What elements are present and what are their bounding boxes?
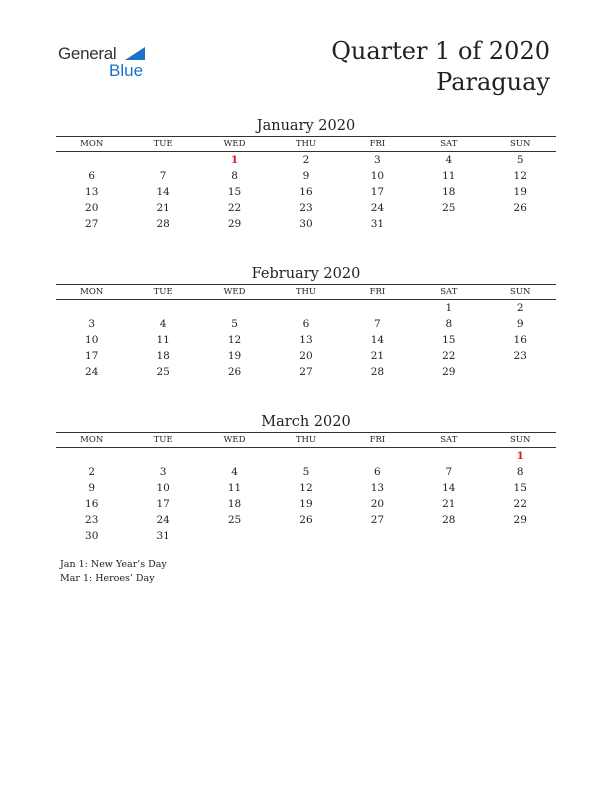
- day-cell: 21: [442, 498, 456, 510]
- day-cell: [199, 528, 270, 544]
- day-cell: [127, 300, 198, 316]
- week-row: [56, 480, 556, 496]
- day-cell: [56, 300, 127, 316]
- day-cell: 13: [370, 482, 385, 494]
- day-cell: 20: [85, 202, 99, 214]
- day-cell: 16: [299, 186, 313, 198]
- day-cell: 2: [88, 466, 96, 478]
- day-cell: 26: [513, 202, 527, 214]
- day-cell: [342, 528, 413, 544]
- weekday-label: SUN: [510, 287, 531, 297]
- day-cell: 1: [445, 302, 453, 314]
- day-cell: 29: [442, 366, 456, 378]
- day-cell: 16: [85, 498, 99, 510]
- day-cell: 14: [370, 334, 385, 346]
- day-cell: 3: [88, 318, 96, 330]
- day-cell: 28: [370, 366, 385, 378]
- weekday-label: SAT: [440, 139, 458, 149]
- week-row: [56, 464, 556, 480]
- day-cell: 27: [370, 514, 385, 526]
- day-cell: 25: [156, 366, 170, 378]
- week-row: [56, 200, 556, 216]
- weekday-label: WED: [223, 287, 246, 297]
- day-cell: 6: [374, 466, 381, 478]
- day-cell: 12: [513, 170, 527, 182]
- day-cell: [270, 300, 341, 316]
- week-row: [56, 512, 556, 528]
- day-cell: 20: [299, 350, 313, 362]
- day-cell: 22: [513, 498, 527, 510]
- week-row: [56, 184, 556, 200]
- day-cell: 15: [227, 186, 242, 198]
- week-row: [56, 216, 556, 232]
- day-cell: 29: [513, 514, 527, 526]
- weekday-header: [56, 432, 556, 448]
- day-cell: 21: [370, 350, 385, 362]
- holiday-note: Jan 1: New Year’s Day: [60, 559, 167, 570]
- day-cell: [413, 216, 484, 232]
- day-cell: 10: [156, 482, 170, 494]
- day-cell: 21: [156, 202, 170, 214]
- day-cell: 30: [85, 530, 99, 542]
- day-cell: [270, 528, 341, 544]
- day-cell: 24: [156, 514, 170, 526]
- day-cell: 5: [516, 154, 524, 166]
- week-row: [56, 364, 556, 380]
- day-cell: 10: [370, 170, 385, 182]
- day-cell: 20: [370, 498, 385, 510]
- week-row: [56, 300, 556, 316]
- week-row: [56, 316, 556, 332]
- day-cell: 22: [442, 350, 456, 362]
- day-cell: [127, 448, 198, 464]
- day-cell: 31: [156, 530, 170, 542]
- day-cell: [485, 528, 556, 544]
- day-cell: 11: [156, 334, 170, 346]
- weekday-label: SAT: [440, 435, 458, 445]
- day-cell: 23: [85, 514, 99, 526]
- day-cell: [342, 300, 413, 316]
- month-title: February 2020: [251, 266, 361, 282]
- day-cell: 18: [442, 186, 456, 198]
- day-cell: [56, 448, 127, 464]
- day-cell: 3: [374, 154, 381, 166]
- day-cell: 31: [370, 218, 385, 230]
- day-cell: 24: [370, 202, 385, 214]
- day-cell: 7: [159, 170, 167, 182]
- day-cell: 25: [442, 202, 456, 214]
- day-cell: 4: [445, 154, 453, 166]
- generalblue-logo: [58, 44, 168, 84]
- holiday-notes: [60, 558, 167, 586]
- weekday-label: FRI: [369, 139, 386, 149]
- weekday-label: FRI: [369, 435, 386, 445]
- day-cell: 27: [299, 366, 313, 378]
- weekday-label: FRI: [369, 287, 386, 297]
- day-cell: 12: [227, 334, 242, 346]
- day-cell: 6: [302, 318, 310, 330]
- day-cell: [413, 448, 484, 464]
- day-cell: [485, 216, 556, 232]
- day-cell: 28: [156, 218, 170, 230]
- month-title: March 2020: [261, 414, 351, 430]
- day-cell: 24: [85, 366, 99, 378]
- weekday-label: THU: [295, 435, 317, 445]
- day-cell: 30: [299, 218, 313, 230]
- day-cell: 14: [442, 482, 456, 494]
- month-calendar: [56, 264, 556, 380]
- day-cell: [127, 152, 198, 168]
- day-cell: [56, 152, 127, 168]
- weekday-label: MON: [80, 287, 104, 297]
- day-cell: 7: [374, 318, 381, 330]
- weekday-label: MON: [80, 139, 104, 149]
- weekday-label: WED: [223, 139, 246, 149]
- week-row: [56, 528, 556, 544]
- title-country: Paraguay: [436, 68, 550, 96]
- day-cell: 8: [516, 466, 524, 478]
- weekday-label: SUN: [510, 435, 531, 445]
- day-cell: [199, 448, 270, 464]
- weekday-label: THU: [295, 287, 317, 297]
- day-cell: 6: [88, 170, 96, 182]
- weekday-header: [56, 284, 556, 300]
- day-cell: 25: [227, 514, 242, 526]
- day-cell: [413, 528, 484, 544]
- day-cell: 17: [370, 186, 385, 198]
- day-cell: 26: [299, 514, 313, 526]
- day-cell: 2: [302, 154, 310, 166]
- day-cell: 8: [231, 170, 238, 182]
- day-cell: 5: [231, 318, 238, 330]
- day-cell: [270, 448, 341, 464]
- day-cell: 2: [516, 302, 524, 314]
- day-cell: 27: [85, 218, 99, 230]
- day-cell: 13: [299, 334, 313, 346]
- day-cell: 14: [156, 186, 170, 198]
- day-cell: 16: [513, 334, 527, 346]
- day-cell: 18: [156, 350, 170, 362]
- day-cell: 18: [227, 498, 242, 510]
- logo-text-general: General: [58, 44, 117, 63]
- day-cell: 11: [442, 170, 456, 182]
- day-cell: 29: [227, 218, 242, 230]
- logo-triangle-icon: [125, 47, 145, 60]
- holiday-day-cell: 1: [230, 154, 239, 166]
- weekday-label: TUE: [153, 435, 173, 445]
- day-cell: 28: [442, 514, 456, 526]
- weekday-label: TUE: [153, 139, 173, 149]
- week-row: [56, 152, 556, 168]
- day-cell: 19: [227, 350, 242, 362]
- weekday-label: MON: [80, 435, 104, 445]
- month-title: January 2020: [256, 118, 356, 134]
- day-cell: [342, 448, 413, 464]
- week-row: [56, 348, 556, 364]
- weekday-label: THU: [295, 139, 317, 149]
- day-cell: 9: [516, 318, 524, 330]
- weekday-label: TUE: [153, 287, 173, 297]
- week-row: [56, 448, 556, 464]
- weekday-label: SAT: [440, 287, 458, 297]
- day-cell: 19: [513, 186, 527, 198]
- day-cell: 23: [299, 202, 313, 214]
- day-cell: 15: [442, 334, 456, 346]
- weekday-label: SUN: [510, 139, 531, 149]
- day-cell: 12: [299, 482, 313, 494]
- week-row: [56, 496, 556, 512]
- day-cell: 17: [156, 498, 170, 510]
- holiday-day-cell: 1: [516, 450, 524, 462]
- day-cell: 4: [231, 466, 238, 478]
- day-cell: 11: [227, 482, 242, 494]
- day-cell: [199, 300, 270, 316]
- holiday-note: Mar 1: Heroes’ Day: [60, 573, 155, 584]
- day-cell: 22: [227, 202, 242, 214]
- day-cell: 9: [302, 170, 310, 182]
- week-row: [56, 332, 556, 348]
- day-cell: 13: [85, 186, 99, 198]
- day-cell: 23: [513, 350, 527, 362]
- day-cell: 4: [159, 318, 167, 330]
- week-row: [56, 168, 556, 184]
- weekday-header: [56, 136, 556, 152]
- page-title: [331, 36, 550, 98]
- day-cell: 19: [299, 498, 313, 510]
- day-cell: [485, 364, 556, 380]
- logo-text-blue: Blue: [109, 61, 144, 80]
- title-quarter: Quarter 1 of 2020: [331, 37, 550, 65]
- month-calendar: [56, 412, 556, 544]
- month-calendar: [56, 116, 556, 232]
- day-cell: 5: [302, 466, 310, 478]
- day-cell: 17: [85, 350, 99, 362]
- day-cell: 26: [227, 366, 242, 378]
- day-cell: 7: [445, 466, 453, 478]
- day-cell: 9: [88, 482, 96, 494]
- day-cell: 3: [159, 466, 167, 478]
- day-cell: 15: [513, 482, 527, 494]
- weekday-label: WED: [223, 435, 246, 445]
- day-cell: 10: [85, 334, 99, 346]
- day-cell: 8: [445, 318, 453, 330]
